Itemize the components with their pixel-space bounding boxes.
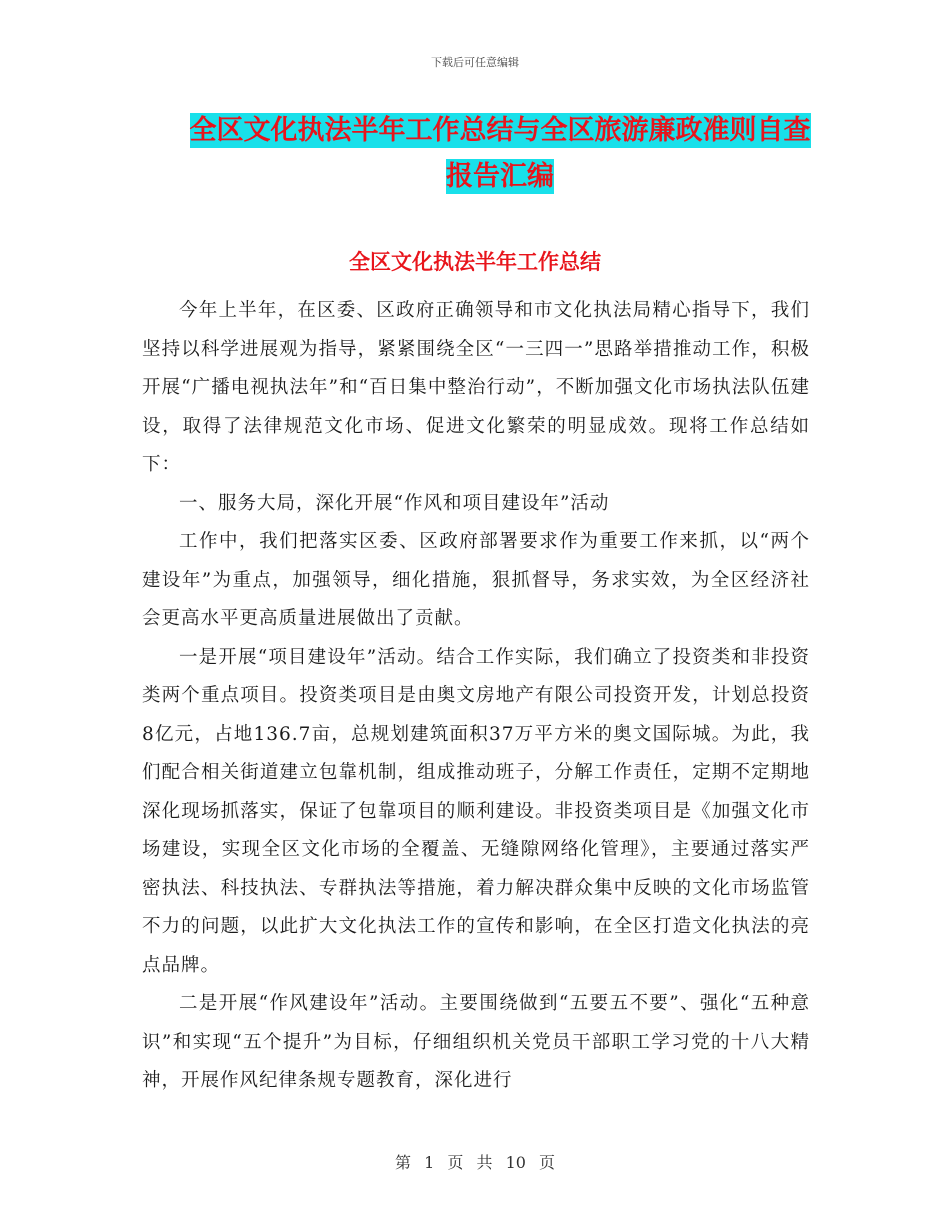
paragraph: 今年上半年，在区委、区政府正确领导和市文化执法局精心指导下，我们坚持以科学进展观为指导，紧紧围绕全区“一三四一”思路举措推动工作，积极开展“广播电视执法年”和“百日集中整治行动”，不断加强文化市场执法队伍建设，取得了法律规范文化市场、促进文化繁荣的明显成效。现将工作总结如下： xyxy=(142,300,810,475)
document-title-line1: 全区文化执法半年工作总结与全区旅游廉政准则自查 xyxy=(189,115,811,146)
footer-page-unit: 页 xyxy=(447,1153,464,1172)
paragraph: 工作中，我们把落实区委、区政府部署要求作为重要工作来抓，以“两个建设年”为重点，加强领导，细化措施，狠抓督导，务求实效，为全区经济社会更高水平更高质量进展做出了贡献。 xyxy=(142,531,810,629)
paragraph: 二是开展“作风建设年”活动。主要围绕做到“五要五不要”、强化“五种意识”和实现“五个提升”为目标，仔细组织机关党员干部职工学习党的十八大精神，开展作风纪律条规专题教育，深化进行 xyxy=(142,993,810,1091)
document-body xyxy=(142,292,810,1101)
page-header-note: 下载后可任意编辑 xyxy=(431,56,519,69)
footer-page-number: 1 xyxy=(424,1153,435,1172)
paragraph: 一是开展“项目建设年”活动。结合工作实际，我们确立了投资类和非投资类两个重点项目。投资类项目是由奥文房地产有限公司投资开发，计划总投资8亿元，占地136.7亩，总规划建筑面积37万平方米的奥文国际城。为此，我们配合相关街道建立包靠机制，组成推动班子，分解工作责任，定期不定期地深化现场抓落实，保证了包靠项目的顺利建设。非投资类项目是《加强文化市场建设，实现全区文化市场的全覆盖、无缝隙网络化管理》，主要通过落实严密执法、科技执法、专群执法等措施，着力解决群众集中反映的文化市场监管不力的问题，以此扩大文化执法工作的宣传和影响，在全区打造文化执法的亮点品牌。 xyxy=(142,646,810,976)
document-title-line2: 报告汇编 xyxy=(446,161,554,192)
paragraph-heading: 一、服务大局，深化开展“作风和项目建设年”活动 xyxy=(179,492,610,514)
footer-total-number: 10 xyxy=(505,1153,526,1172)
footer-total-label: 共 xyxy=(476,1153,493,1172)
footer-page-label: 第 xyxy=(394,1153,411,1172)
section-title: 全区文化执法半年工作总结 xyxy=(349,250,601,274)
document-title xyxy=(140,108,860,200)
page-footer xyxy=(0,1150,950,1173)
footer-total-unit: 页 xyxy=(539,1153,556,1172)
